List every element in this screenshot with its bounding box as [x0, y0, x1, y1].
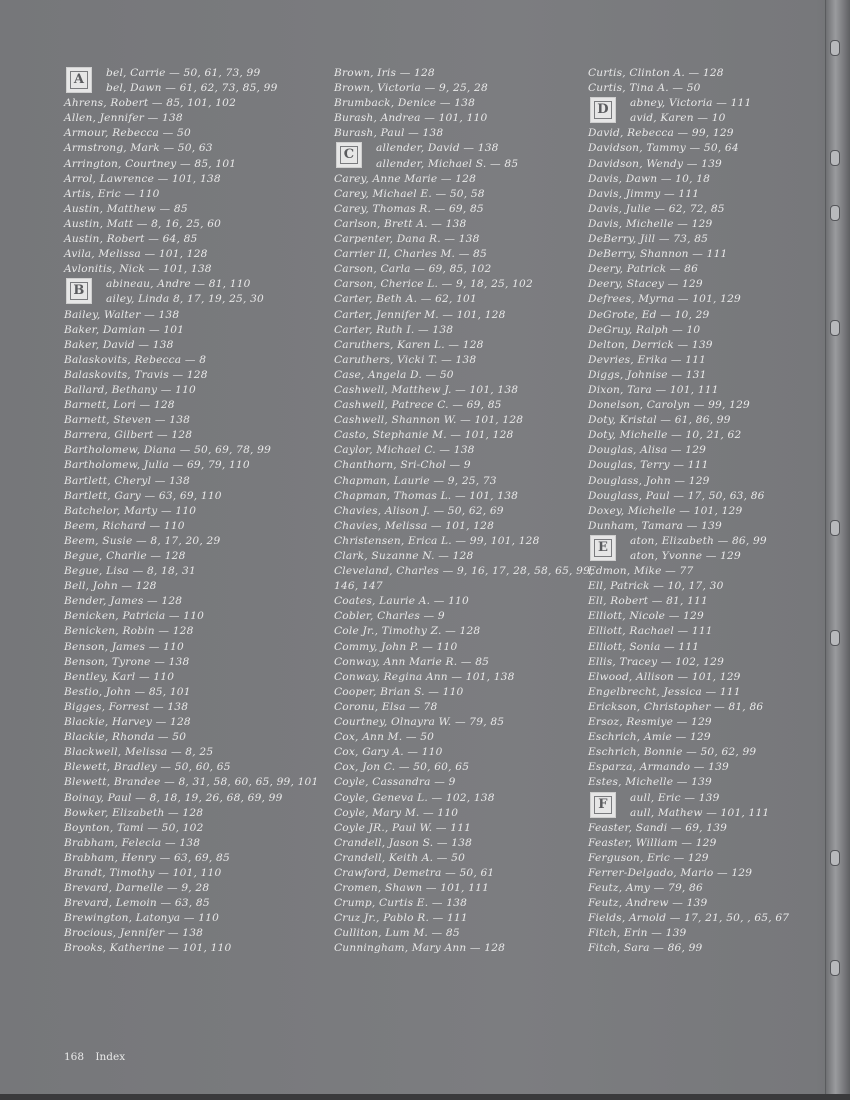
- binding-ring: [830, 150, 840, 166]
- index-entry: Bartholomew, Diana — 50, 69, 78, 99: [64, 444, 272, 457]
- letter-section-start: [588, 96, 838, 126]
- index-entry: Cox, Ann M. — 50: [334, 731, 435, 744]
- index-column-2: [334, 66, 594, 957]
- index-entry: Burash, Paul — 138: [334, 127, 444, 140]
- index-entry: Davis, Julie — 62, 72, 85: [588, 202, 725, 215]
- index-entry: abney, Victoria — 111: [630, 97, 752, 110]
- page-bottom-edge: [0, 1094, 850, 1100]
- index-entry: Brown, Victoria — 9, 25, 28: [334, 82, 488, 95]
- index-entry: Chavies, Melissa — 101, 128: [334, 519, 495, 532]
- index-entry: Barrera, Gilbert — 128: [64, 429, 193, 442]
- index-entry: Chapman, Laurie — 9, 25, 73: [334, 474, 497, 487]
- index-entry: Beem, Susie — 8, 17, 20, 29: [64, 534, 221, 547]
- index-entry: Dunham, Tamara — 139: [588, 519, 722, 532]
- index-entry: Conway, Ann Marie R. — 85: [334, 655, 490, 668]
- index-entry: Boynton, Tami — 50, 102: [64, 821, 204, 834]
- index-entry: Conway, Regina Ann — 101, 138: [334, 670, 515, 683]
- index-entry: Doty, Michelle — 10, 21, 62: [588, 429, 742, 442]
- index-entry: Crandell, Keith A. — 50: [334, 851, 466, 864]
- index-entry: Brumback, Denice — 138: [334, 97, 476, 110]
- index-entry: Arrington, Courtney — 85, 101: [64, 157, 237, 170]
- letter-section-start: [64, 66, 314, 96]
- index-column-3: [588, 66, 838, 957]
- index-entry: David, Rebecca — 99, 129: [588, 127, 734, 140]
- index-entry: Balaskovits, Travis — 128: [64, 368, 208, 381]
- index-entry: aton, Yvonne — 129: [630, 550, 741, 562]
- index-entry: Cleveland, Charles — 9, 16, 17, 28, 58, 65, 99,: [334, 565, 594, 578]
- index-entry: Beem, Richard — 110: [64, 519, 185, 532]
- index-entry: Estes, Michelle — 139: [588, 776, 712, 789]
- index-entry: Carson, Cherice L. — 9, 18, 25, 102: [334, 278, 533, 291]
- index-entry: Avila, Melissa — 101, 128: [64, 248, 208, 261]
- index-entry: Austin, Matt — 8, 16, 25, 60: [64, 217, 222, 230]
- index-entry: Devries, Erika — 111: [588, 353, 707, 366]
- index-entry: allender, David — 138: [376, 142, 499, 155]
- index-entry: Carrier II, Charles M. — 85: [334, 248, 487, 261]
- index-entry: Curtis, Tina A. — 50: [588, 82, 701, 95]
- index-entry: Casto, Stephanie M. — 101, 128: [334, 429, 514, 442]
- index-entry: DeBerry, Jill — 73, 85: [588, 233, 709, 246]
- binding-ring: [830, 40, 840, 56]
- index-entry: Carpenter, Dana R. — 138: [334, 233, 480, 246]
- drop-cap-glyph: A: [70, 71, 88, 89]
- index-entry: Crump, Curtis E. — 138: [334, 897, 468, 910]
- index-entry: Crawford, Demetra — 50, 61: [334, 866, 495, 879]
- binding-ring: [830, 850, 840, 866]
- letter-section-start: [588, 791, 838, 821]
- index-entry: Bell, John — 128: [64, 580, 157, 593]
- index-entry: Brewington, Latonya — 110: [64, 912, 220, 925]
- index-entry: Cox, Jon C. — 50, 60, 65: [334, 761, 470, 774]
- index-entry: Davis, Michelle — 129: [588, 217, 713, 230]
- index-entry: Benson, James — 110: [64, 640, 184, 653]
- index-entry: Barnett, Lori — 128: [64, 399, 175, 412]
- index-entry: Balaskovits, Rebecca — 8: [64, 353, 207, 366]
- index-entry: Brown, Iris — 128: [334, 67, 435, 79]
- drop-cap-letter: [66, 278, 92, 304]
- index-entry: Davis, Jimmy — 111: [588, 187, 700, 200]
- page-number: 168: [64, 1051, 85, 1063]
- index-entry: Clark, Suzanne N. — 128: [334, 550, 474, 562]
- index-entry: Arrol, Lawrence — 101, 138: [64, 172, 221, 185]
- index-entry: Caruthers, Karen L. — 128: [334, 338, 484, 351]
- index-entry: Cox, Gary A. — 110: [334, 746, 443, 759]
- index-entry: Baker, Damian — 101: [64, 323, 185, 336]
- index-entry: Coronu, Elsa — 78: [334, 700, 438, 713]
- index-entry: Blewett, Brandee — 8, 31, 58, 60, 65, 99, 101: [64, 776, 319, 789]
- index-entry: Fitch, Erin — 139: [588, 927, 687, 940]
- index-entry: Delton, Derrick — 139: [588, 338, 713, 351]
- index-entry: Ellis, Tracey — 102, 129: [588, 655, 725, 668]
- index-entry: Burash, Andrea — 101, 110: [334, 112, 488, 125]
- index-entry: Bentley, Karl — 110: [64, 670, 175, 683]
- index-entry: Caruthers, Vicki T. — 138: [334, 353, 477, 366]
- index-entry: Commy, John P. — 110: [334, 640, 458, 653]
- index-entry: Bigges, Forrest — 138: [64, 700, 189, 713]
- index-entry: Feaster, William — 129: [588, 836, 717, 849]
- index-entry: Ahrens, Robert — 85, 101, 102: [64, 97, 237, 110]
- index-entry: Bowker, Elizabeth — 128: [64, 806, 204, 819]
- drop-cap-letter: [590, 792, 616, 818]
- index-entry: Brocious, Jennifer — 138: [64, 927, 204, 940]
- index-entry: allender, Michael S. — 85: [376, 157, 519, 170]
- index-entry: Erickson, Christopher — 81, 86: [588, 700, 764, 713]
- index-entry: Cashwell, Patrece C. — 69, 85: [334, 399, 502, 412]
- index-entry: Carter, Jennifer M. — 101, 128: [334, 308, 506, 321]
- index-entry: Elliott, Sonia — 111: [588, 640, 700, 653]
- index-entry: Bestio, John — 85, 101: [64, 685, 191, 698]
- index-entry: Bartlett, Gary — 63, 69, 110: [64, 489, 222, 502]
- index-entry: Coates, Laurie A. — 110: [334, 595, 469, 608]
- index-entry: DeGruy, Ralph — 10: [588, 323, 701, 336]
- index-entry: Brabham, Henry — 63, 69, 85: [64, 851, 230, 864]
- index-entry: ailey, Linda 8, 17, 19, 25, 30: [106, 293, 264, 306]
- index-entry: Batchelor, Marty — 110: [64, 504, 197, 517]
- index-entry: Ballard, Bethany — 110: [64, 383, 196, 396]
- index-entry: Christensen, Erica L. — 99, 101, 128: [334, 534, 540, 547]
- index-entry: Begue, Lisa — 8, 18, 31: [64, 565, 196, 578]
- index-entry: Defrees, Myrna — 101, 129: [588, 293, 741, 306]
- letter-section-start: [588, 534, 838, 564]
- index-entry: Carey, Anne Marie — 128: [334, 172, 477, 185]
- index-entry: Feutz, Andrew — 139: [588, 897, 708, 910]
- index-entry: Carlson, Brett A. — 138: [334, 217, 467, 230]
- index-entry: Carey, Michael E. — 50, 58: [334, 187, 485, 200]
- index-entry: Engelbrecht, Jessica — 111: [588, 685, 741, 698]
- index-entry: Ersoz, Resmiye — 129: [588, 716, 712, 729]
- index-entry: Donelson, Carolyn — 99, 129: [588, 399, 750, 412]
- index-entry: Blackwell, Melissa — 8, 25: [64, 746, 214, 759]
- index-entry: Curtis, Clinton A. — 128: [588, 67, 724, 79]
- index-entry: Caylor, Michael C. — 138: [334, 444, 475, 457]
- index-entry: Brandt, Timothy — 101, 110: [64, 866, 222, 879]
- index-entry: Cole Jr., Timothy Z. — 128: [334, 625, 481, 638]
- binding-ring: [830, 320, 840, 336]
- index-entry: Elwood, Allison — 101, 129: [588, 670, 741, 683]
- index-entry: Elliott, Nicole — 129: [588, 610, 704, 623]
- index-entry: Cobler, Charles — 9: [334, 610, 445, 623]
- drop-cap-letter: [336, 142, 362, 168]
- index-entry: Carter, Ruth I. — 138: [334, 323, 454, 336]
- index-entry: Chavies, Alison J. — 50, 62, 69: [334, 504, 504, 517]
- section-title: Index: [95, 1051, 126, 1063]
- index-entry: Armour, Rebecca — 50: [64, 127, 191, 140]
- index-entry: Davidson, Wendy — 139: [588, 157, 722, 170]
- index-entry: Bartlett, Cheryl — 138: [64, 474, 190, 487]
- index-entry: Davis, Dawn — 10, 18: [588, 172, 711, 185]
- drop-cap-glyph: B: [70, 282, 88, 300]
- index-entry: Artis, Eric — 110: [64, 187, 160, 200]
- index-entry: Courtney, Olnayra W. — 79, 85: [334, 716, 505, 729]
- index-entry: Austin, Matthew — 85: [64, 202, 188, 215]
- drop-cap-glyph: C: [340, 146, 358, 164]
- index-entry: Carey, Thomas R. — 69, 85: [334, 202, 484, 215]
- index-entry: Allen, Jennifer — 138: [64, 112, 183, 125]
- index-entry: Feaster, Sandi — 69, 139: [588, 821, 728, 834]
- index-entry: Case, Angela D. — 50: [334, 368, 454, 381]
- index-entry: avid, Karen — 10: [630, 112, 726, 125]
- index-entry: DeGrote, Ed — 10, 29: [588, 308, 710, 321]
- index-entry: Carson, Carla — 69, 85, 102: [334, 263, 492, 276]
- index-entry: aull, Eric — 139: [630, 791, 720, 804]
- index-entry: Blackie, Harvey — 128: [64, 716, 191, 729]
- binding-ring: [830, 630, 840, 646]
- index-column-1: [64, 66, 319, 957]
- drop-cap-letter: [590, 535, 616, 561]
- index-entry: Fields, Arnold — 17, 21, 50, , 65, 67: [588, 912, 790, 925]
- index-entry: Esparza, Armando — 139: [588, 761, 729, 774]
- index-entry: aton, Elizabeth — 86, 99: [630, 534, 767, 547]
- index-entry: Doty, Kristal — 61, 86, 99: [588, 414, 731, 427]
- index-entry: Boinay, Paul — 8, 18, 19, 26, 68, 69, 99: [64, 791, 283, 804]
- index-entry: Douglass, John — 129: [588, 474, 710, 487]
- index-entry: Eschrich, Amie — 129: [588, 731, 711, 744]
- drop-cap-letter: [66, 67, 92, 93]
- index-entry: Chapman, Thomas L. — 101, 138: [334, 489, 519, 502]
- index-entry: Benson, Tyrone — 138: [64, 655, 190, 668]
- index-entry: Doxey, Michelle — 101, 129: [588, 504, 743, 517]
- index-entry: DeBerry, Shannon — 111: [588, 248, 728, 261]
- index-entry: aull, Mathew — 101, 111: [630, 806, 770, 819]
- index-entry: Begue, Charlie — 128: [64, 550, 186, 562]
- index-entry: Brevard, Lemoin — 63, 85: [64, 897, 210, 910]
- index-entry: Ell, Patrick — 10, 17, 30: [588, 580, 724, 593]
- letter-section-start: [64, 277, 314, 307]
- index-entry: Coyle, Mary M. — 110: [334, 806, 459, 819]
- index-entry: Cooper, Brian S. — 110: [334, 685, 464, 698]
- index-entry: Edmon, Mike — 77: [588, 565, 694, 578]
- drop-cap-letter: [590, 97, 616, 123]
- index-entry: Chanthorn, Sri-Chol — 9: [334, 459, 471, 472]
- index-entry: Brooks, Katherine — 101, 110: [64, 942, 232, 955]
- index-entry: Deery, Patrick — 86: [588, 263, 699, 276]
- index-entry: Elliott, Rachael — 111: [588, 625, 713, 638]
- spiral-binding: [825, 0, 850, 1100]
- index-entry: Avlonitis, Nick — 101, 138: [64, 263, 212, 276]
- binding-ring: [830, 520, 840, 536]
- index-entry: Benicken, Robin — 128: [64, 625, 194, 638]
- index-entry: Brabham, Felecia — 138: [64, 836, 201, 849]
- index-entry: Armstrong, Mark — 50, 63: [64, 142, 213, 155]
- index-entry: Coyle, Geneva L. — 102, 138: [334, 791, 495, 804]
- index-entry: Cashwell, Matthew J. — 101, 138: [334, 383, 519, 396]
- drop-cap-glyph: E: [594, 539, 612, 557]
- index-entry: Ferrer-Delgado, Mario — 129: [588, 866, 753, 879]
- index-entry: Douglas, Terry — 111: [588, 459, 709, 472]
- drop-cap-glyph: D: [594, 101, 612, 119]
- index-entry: bel, Dawn — 61, 62, 73, 85, 99: [106, 82, 278, 95]
- index-entry: Coyle, Cassandra — 9: [334, 776, 456, 789]
- index-entry: Blewett, Bradley — 50, 60, 65: [64, 761, 231, 774]
- index-entry: Bender, James — 128: [64, 595, 183, 608]
- index-entry: abineau, Andre — 81, 110: [106, 278, 251, 291]
- index-entry: Coyle JR., Paul W. — 111: [334, 821, 472, 834]
- drop-cap-glyph: F: [594, 796, 612, 814]
- index-entry: 146, 147: [334, 580, 383, 593]
- index-entry: bel, Carrie — 50, 61, 73, 99: [106, 67, 261, 79]
- index-entry: Ferguson, Eric — 129: [588, 851, 709, 864]
- index-entry: Cashwell, Shannon W. — 101, 128: [334, 414, 524, 427]
- index-entry: Culliton, Lum M. — 85: [334, 927, 460, 940]
- index-entry: Cromen, Shawn — 101, 111: [334, 882, 490, 895]
- index-entry: Deery, Stacey — 129: [588, 278, 703, 291]
- index-entry: Dixon, Tara — 101, 111: [588, 383, 719, 396]
- index-entry: Cruz Jr., Pablo R. — 111: [334, 912, 468, 925]
- index-entry: Blackie, Rhonda — 50: [64, 731, 187, 744]
- index-entry: Ell, Robert — 81, 111: [588, 595, 708, 608]
- index-entry: Bailey, Walter — 138: [64, 308, 180, 321]
- index-entry: Carter, Beth A. — 62, 101: [334, 293, 477, 306]
- index-entry: Fitch, Sara — 86, 99: [588, 942, 703, 955]
- letter-section-start: [334, 141, 584, 171]
- index-entry: Feutz, Amy — 79, 86: [588, 882, 703, 895]
- index-entry: Cunningham, Mary Ann — 128: [334, 942, 506, 955]
- index-entry: Austin, Robert — 64, 85: [64, 233, 198, 246]
- binding-ring: [830, 205, 840, 221]
- index-entry: Eschrich, Bonnie — 50, 62, 99: [588, 746, 757, 759]
- page-footer: [64, 1051, 125, 1063]
- index-entry: Benicken, Patricia — 110: [64, 610, 205, 623]
- index-entry: Douglas, Alisa — 129: [588, 444, 707, 457]
- index-entry: Davidson, Tammy — 50, 64: [588, 142, 739, 155]
- index-entry: Barnett, Steven — 138: [64, 414, 191, 427]
- index-entry: Baker, David — 138: [64, 338, 174, 351]
- index-entry: Douglass, Paul — 17, 50, 63, 86: [588, 489, 765, 502]
- index-entry: Bartholomew, Julia — 69, 79, 110: [64, 459, 250, 472]
- binding-ring: [830, 960, 840, 976]
- index-entry: Crandell, Jason S. — 138: [334, 836, 473, 849]
- index-entry: Brevard, Darnelle — 9, 28: [64, 882, 210, 895]
- index-entry: Diggs, Johnise — 131: [588, 368, 707, 381]
